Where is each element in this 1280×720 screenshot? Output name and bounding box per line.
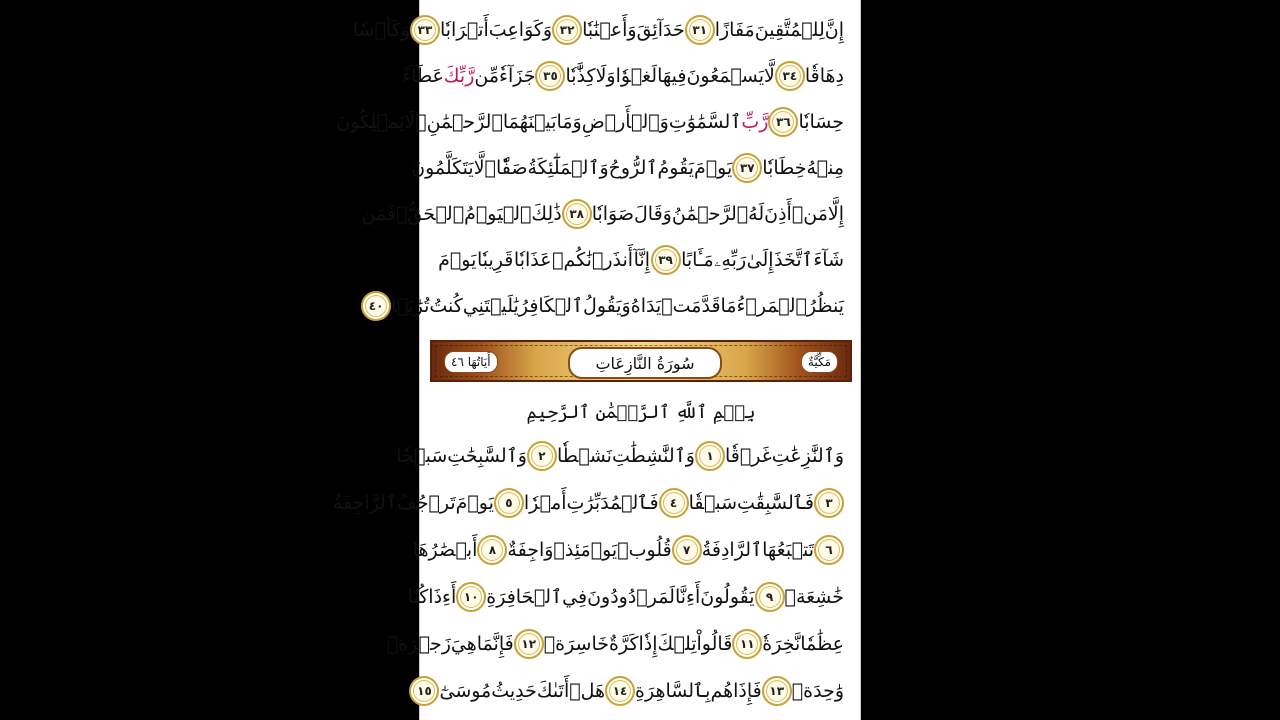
verse-word: قُلُوبٞ: [617, 539, 672, 561]
verse-word: صَوَابٗا: [591, 203, 634, 225]
verse-word: إِنَّآ: [633, 249, 650, 271]
verse-word: حِسَابٗا: [798, 111, 844, 133]
verse-word: أَمۡرٗا: [523, 492, 567, 514]
verse-line: [352, 8, 844, 52]
verse-word: وَكَأۡسٗا: [352, 19, 410, 41]
verse-word: لِلۡمُتَّقِينَ: [754, 19, 825, 41]
verse-word: خَٰشِعَةٞ: [784, 586, 844, 608]
verse-word: ذَٰلِكَ: [531, 203, 562, 225]
ayah-number-marker: ٢: [527, 441, 557, 471]
verse-word: ٱلۡمَرۡءُ: [736, 295, 807, 317]
verse-word: عَذَابٗا: [513, 249, 552, 271]
ayah-number-marker: ٣٤: [775, 61, 805, 91]
ayah-number-marker: ٤: [659, 488, 689, 518]
verse-word: خَاسِرَةٞ: [543, 633, 610, 655]
ayah-number-marker: ٩: [755, 582, 785, 612]
ayah-number-marker: ٣٣: [410, 15, 440, 45]
verse-word: ٱتَّخَذَ: [774, 249, 813, 271]
verse-word: قَدَّمَتۡ: [661, 295, 721, 317]
verse-word: أَتۡرَابٗا: [439, 19, 489, 41]
verse-word: يَوۡمَ: [438, 249, 477, 271]
ayah-number-marker: ٣٦: [768, 107, 798, 137]
verse-line: [411, 146, 844, 190]
basmala: بِسۡمِ ٱللَّهِ ٱلرَّحۡمَٰنِ ٱلرَّحِيمِ: [526, 401, 756, 423]
verse-word: غَرۡقٗا: [724, 445, 772, 467]
verse-line: [412, 528, 844, 572]
ayah-number-marker: ١٢: [514, 629, 544, 659]
verse-word: مَنۡ: [791, 203, 828, 225]
verse-word: مُوسَىٰٓ: [439, 680, 492, 702]
ayah-number-marker: ٥: [494, 488, 524, 518]
verse-word: دِهَاقٗا: [804, 65, 844, 87]
verse-word: أَذِنَ: [764, 203, 792, 225]
surah-title: سُورَةُ النَّازِعَاتِ: [568, 347, 722, 379]
verse-word: قَالُواْ: [696, 633, 733, 655]
verse-word: فَإِذَا: [733, 680, 762, 702]
ayah-number-marker: ٣٧: [732, 153, 762, 183]
verse-word: فِي: [562, 586, 588, 608]
verse-word: وَٱلسَّٰبِحَٰتِ: [447, 445, 527, 467]
ayah-number-marker: ٣٥: [535, 61, 565, 91]
verse-word: هِيَ: [450, 633, 477, 655]
verse-word: كِذَّٰبٗا: [565, 65, 596, 87]
verse-word: كُنتُ: [429, 295, 463, 317]
ayah-number-marker: ٧: [672, 535, 702, 565]
verse-word: إِذٗا: [638, 633, 658, 655]
verse-line: [396, 434, 844, 478]
ayah-number-marker: ١٣: [762, 676, 792, 706]
verse-word: نَّخِرَةٗ: [762, 633, 801, 655]
verse-word: يَوۡمَ: [455, 492, 494, 514]
verse-word: يَنظُرُ: [806, 295, 844, 317]
verse-word: ٱلرَّحۡمَٰنُ: [671, 203, 749, 225]
verse-word: حَدِيثُ: [491, 680, 537, 702]
verse-word: سَبۡحٗا: [396, 445, 448, 467]
verse-word: ٱلرُّوحُ: [608, 157, 658, 179]
verse-word: لَمَرۡدُودُونَ: [587, 586, 675, 608]
verse-word: نَشۡطٗا: [556, 445, 612, 467]
verse-word: زَجۡرَةٞ: [386, 633, 451, 655]
ayah-number-marker: ١٥: [409, 676, 439, 706]
verse-word: تَتۡبَعُهَا: [762, 539, 814, 561]
verse-word: ٱلرَّحۡمَٰنِۖ: [415, 111, 503, 133]
verse-line: [386, 622, 844, 666]
verse-word: لَهُ: [748, 203, 765, 225]
mushaf-page: [332, 0, 861, 720]
verse-word: فَٱلسَّٰبِقَٰتِ: [737, 492, 814, 514]
verse-word: وَلَا: [595, 65, 616, 87]
verse-word: شَآءَ: [813, 249, 844, 271]
verse-word: ٱلۡيَوۡمُ: [464, 203, 532, 225]
verse-word: يَتَكَلَّمُونَ: [411, 157, 474, 179]
ayat-count-label: أَيَاتُهَا ٤٦: [444, 351, 498, 373]
verse-word: إِلَىٰ: [746, 249, 774, 271]
verse-word: وَٱلۡأَرۡضِ: [581, 111, 669, 133]
ayah-number-marker: ١١: [732, 629, 762, 659]
verse-word: خِطَابٗا: [762, 157, 807, 179]
verse-word: يَقُومُ: [657, 157, 695, 179]
verse-word: مَـَٔابًا: [681, 249, 714, 271]
ayah-number-marker: ٣: [814, 488, 844, 518]
verse-word: يَمۡلِكُونَ: [336, 111, 405, 133]
ayah-number-marker: ١٤: [605, 676, 635, 706]
verse-word: رَّبِّكَ: [443, 65, 475, 87]
surah-banner: [430, 340, 852, 382]
ayah-number-marker: ٤٠: [361, 291, 391, 321]
verse-word: أَتَىٰكَ: [536, 680, 570, 702]
verse-line: [407, 575, 844, 619]
verse-word: فَٱلۡمُدَبِّرَٰتِ: [566, 492, 659, 514]
verse-word: فَإِنَّمَا: [476, 633, 514, 655]
verse-word: وَأَعۡنَٰبٗا: [582, 19, 637, 41]
verse-word: ٱلرَّادِفَةُ: [701, 539, 763, 561]
verse-word: أَبۡصَٰرُهَا: [412, 539, 478, 561]
verse-word: يَٰلَيۡتَنِي: [462, 295, 519, 317]
verse-word: مِّن: [474, 65, 500, 87]
verse-word: فَمَن: [361, 203, 396, 225]
ayah-number-marker: ١٠: [456, 582, 486, 612]
ayah-number-marker: ٦: [814, 535, 844, 565]
verse-word: ٱلۡحَافِرَةِ: [486, 586, 563, 608]
verse-word: أَءِنَّا: [674, 586, 701, 608]
verse-word: يَدَاهُ: [630, 295, 662, 317]
verse-word: يَسۡمَعُونَ: [686, 65, 764, 87]
verse-word: ٱلرَّاجِفَةُ: [332, 492, 398, 514]
verse-word: وَٰحِدَةٞ: [791, 680, 844, 702]
verse-word: رَّبِّ: [741, 111, 769, 133]
verse-word: إِلَّا: [827, 203, 844, 225]
verse-word: فِيهَا: [657, 65, 687, 87]
verse-line: [402, 54, 844, 98]
verse-word: وَمَا: [556, 111, 582, 133]
verse-word: تَرۡجُفُ: [397, 492, 456, 514]
verse-word: كُنَّا: [407, 586, 429, 608]
verse-word: سَبۡقٗا: [688, 492, 738, 514]
verse-word: ٱلۡحَقُّۖ: [396, 203, 465, 225]
verse-word: وَٱلۡمَلَٰٓئِكَةُ: [527, 157, 609, 179]
verse-line: [332, 481, 844, 525]
verse-word: تُرَٰبَۢا: [391, 295, 430, 317]
verse-word: عِظَٰمٗا: [800, 633, 844, 655]
verse-word: عَطَآءً: [402, 65, 444, 87]
verse-word: أَءِذَا: [428, 586, 457, 608]
verse-word: لَّا: [764, 65, 775, 87]
verse-word: لَّا: [473, 157, 485, 179]
verse-word: كَرَّةٌ: [609, 633, 639, 655]
verse-line: [336, 100, 844, 144]
ayah-number-marker: ٨: [477, 535, 507, 565]
verse-word: هَلۡ: [569, 680, 606, 702]
verse-word: هُم: [710, 680, 734, 702]
verse-word: يَقُولُونَ: [700, 586, 755, 608]
ayah-number-marker: ٣١: [685, 15, 715, 45]
ayah-number-marker: ٣٢: [552, 15, 582, 45]
verse-word: وَٱلنَّٰشِطَٰتِ: [611, 445, 695, 467]
verse-word: ٱلسَّمَٰوَٰتِ: [668, 111, 742, 133]
verse-line: [361, 192, 844, 236]
verse-word: أَنذَرۡنَٰكُمۡ: [552, 249, 634, 271]
verse-word: يَوۡمَئِذٖ: [553, 539, 618, 561]
verse-line: [417, 669, 844, 713]
verse-word: جَزَآءٗ: [499, 65, 536, 87]
verse-word: مَا: [720, 295, 737, 317]
verse-word: إِنَّ: [824, 19, 844, 41]
verse-word: وَاجِفَةٌ: [507, 539, 554, 561]
verse-word: بَيۡنَهُمَا: [502, 111, 557, 133]
verse-word: وَٱلنَّٰزِعَٰتِ: [771, 445, 844, 467]
ayah-number-marker: ٣٨: [562, 199, 592, 229]
verse-word: صَفّٗاۖ: [484, 157, 528, 179]
verse-line: [438, 238, 844, 282]
verse-word: تِلۡكَ: [657, 633, 697, 655]
verse-word: قَرِيبٗا: [476, 249, 514, 271]
verse-word: مَفَازًا: [714, 19, 755, 41]
verse-word: يَوۡمَ: [694, 157, 733, 179]
verse-word: رَبِّهِۦ: [714, 249, 747, 271]
verse-word: وَيَقُولُ: [583, 295, 631, 317]
verse-word: لَا: [404, 111, 416, 133]
verse-line: [368, 284, 844, 328]
ayah-number-marker: ١: [695, 441, 725, 471]
verse-word: وَقَالَ: [634, 203, 672, 225]
verse-word: مِنۡهُ: [806, 157, 844, 179]
ayah-number-marker: ٣٩: [651, 245, 681, 275]
surah-type-label: مَكِّيَّةٌ: [801, 351, 838, 373]
verse-word: وَكَوَاعِبَ: [488, 19, 553, 41]
verse-word: حَدَآئِقَ: [636, 19, 685, 41]
verse-word: ٱلۡكَافِرُ: [518, 295, 584, 317]
verse-word: لَغۡوٗا: [615, 65, 658, 87]
verse-word: بِٱلسَّاهِرَةِ: [635, 680, 711, 702]
